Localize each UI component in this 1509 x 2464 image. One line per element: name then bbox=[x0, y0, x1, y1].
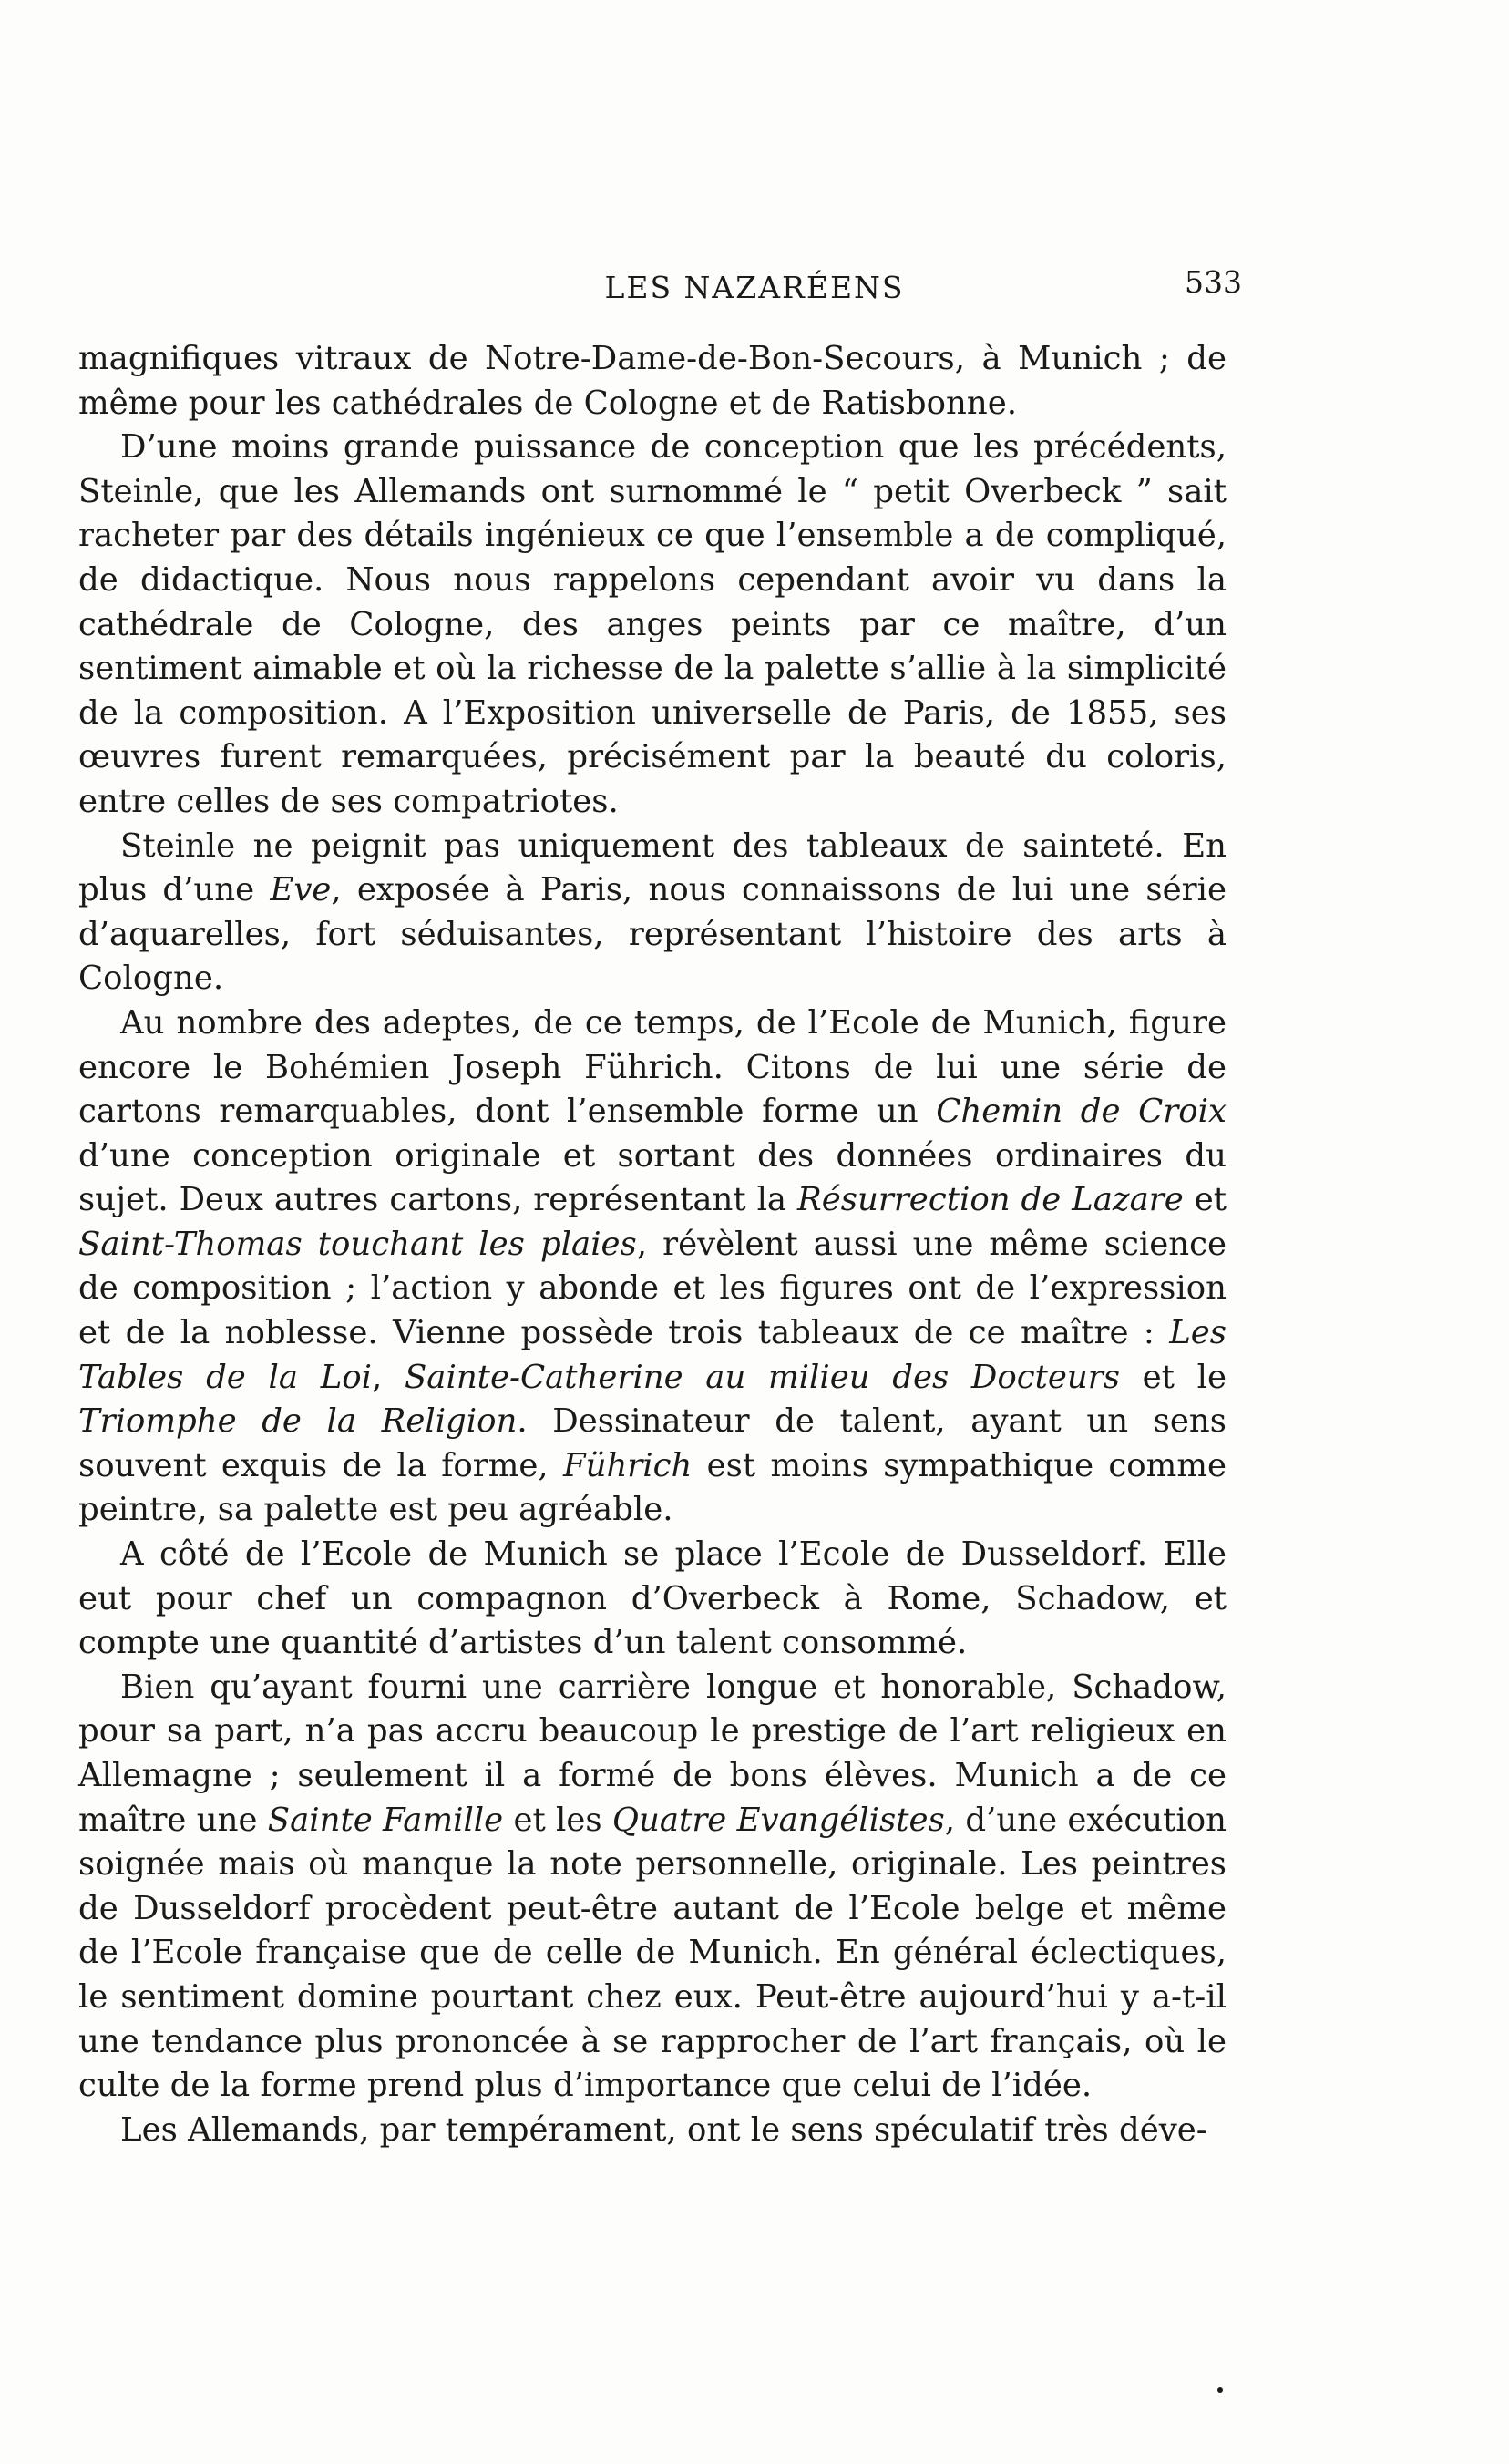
text-run: et le bbox=[1119, 1358, 1227, 1396]
italic-title: Saint-Thomas touchant les plaies bbox=[78, 1225, 637, 1263]
italic-title: Sainte-Catherine au milieu des Docteurs bbox=[404, 1358, 1120, 1396]
text-run: A côté de l’Ecole de Munich se place l’Ecole de Dusseldorf. Elle eut pour chef un compagnon d’Overbeck à Rome, Schadow, et compte une quantité d’artistes d’un talent consommé. bbox=[78, 1535, 1227, 1662]
running-title: LES NAZARÉENS bbox=[604, 270, 905, 305]
paragraph bbox=[78, 825, 1227, 1001]
text-run: Les Allemands, par tempérament, ont le sens spéculatif très déve- bbox=[120, 2110, 1207, 2149]
text-run: est moins sympathique comme peintre, sa palette est peu agréable. bbox=[78, 1446, 1227, 1529]
text-run: Au nombre des adeptes, de ce temps, de l’Ecole de Munich, figure encore le Bohémien Joseph Führich. Citons de lui une série de cartons remarquables, dont l’ensemble forme un bbox=[78, 1003, 1227, 1131]
ink-speck bbox=[1217, 2387, 1223, 2393]
text-run: , révèlent aussi une même science de composition ; l’action y abonde et les figures ont de l’expression et de la noblesse. Vienne possède trois tableaux de ce maître : bbox=[78, 1225, 1227, 1352]
italic-title: Eve bbox=[270, 871, 332, 909]
text-run: , bbox=[372, 1358, 405, 1396]
text-run: , exposée à Paris, nous connaissons de lui une série d’aquarelles, fort séduisantes, représentant l’histoire des arts à Cologne. bbox=[78, 871, 1227, 998]
text-run: Bien qu’ayant fourni une carrière longue et honorable, Schadow, pour sa part, n’a pas accru beaucoup le prestige de l’art religieux en Allemagne ; seulement il a formé de bons élèves. Munich a de ce maître une bbox=[78, 1668, 1227, 1839]
text-run: . Dessinateur de talent, ayant un sens souvent exquis de la forme, bbox=[78, 1402, 1227, 1484]
italic-title: Führich bbox=[562, 1446, 693, 1484]
italic-title: Sainte Famille bbox=[267, 1801, 504, 1839]
paragraph bbox=[78, 426, 1227, 824]
italic-title: Triomphe de la Religion bbox=[78, 1402, 518, 1441]
text-run: , d’une exécution soignée mais où manque la note personnelle, originale. Les peintres de Dusseldorf procèdent peut-être autant de l’Ecole belge et même de l’Ecole française que de celle de Munich. En général éclectiques, le sentiment domine pourtant chez eux. Peut-être aujourd’hui y a-t-il une tendance plus prononcée à se rapprocher de l’art français, où le culte de la forme prend plus d’importance que celui de l’idée. bbox=[78, 1801, 1227, 2105]
paragraph bbox=[78, 1001, 1227, 1533]
italic-title: Les Tables de la Loi bbox=[78, 1314, 1227, 1396]
text-run: et les bbox=[503, 1801, 612, 1839]
paragraph bbox=[78, 337, 1227, 426]
paragraph bbox=[78, 2109, 1227, 2153]
paragraph bbox=[78, 1666, 1227, 2109]
italic-title: Résurrection de Lazare bbox=[797, 1181, 1184, 1219]
page-number: 533 bbox=[1185, 264, 1242, 300]
italic-title: Chemin de Croix bbox=[936, 1093, 1227, 1131]
text-run: d’une conception originale et sortant des données ordinaires du sujet. Deux autres cartons, représentant la bbox=[78, 1136, 1227, 1219]
italic-title: Quatre Evangélistes bbox=[611, 1801, 945, 1839]
paragraph bbox=[78, 1533, 1227, 1666]
text-run: D’une moins grande puissance de conception que les précédents, Steinle, que les Allemands ont surnommé le “ petit Overbeck ” sait racheter par des détails ingénieux ce que l’ensemble a de compliqué, de didactique. Nous nous rappelons cependant avoir vu dans la cathédrale de Cologne, des anges peints par ce maître, d’un sentiment aimable et où la richesse de la palette s’allie à la simplicité de la composition. A l’Exposition universelle de Paris, de 1855, ses œuvres furent remarquées, précisément par la beauté du coloris, entre celles de ses compatriotes. bbox=[78, 428, 1227, 820]
text-run: et bbox=[1183, 1181, 1227, 1219]
running-head bbox=[0, 264, 1509, 306]
text-run: magnifiques vitraux de Notre-Dame-de-Bon-Secours, à Munich ; de même pour les cathédrales de Cologne et de Ratisbonne. bbox=[78, 340, 1227, 422]
text-run: Steinle ne peignit pas uniquement des tableaux de sainteté. En plus d’une bbox=[78, 826, 1227, 909]
body-text bbox=[78, 337, 1227, 2152]
